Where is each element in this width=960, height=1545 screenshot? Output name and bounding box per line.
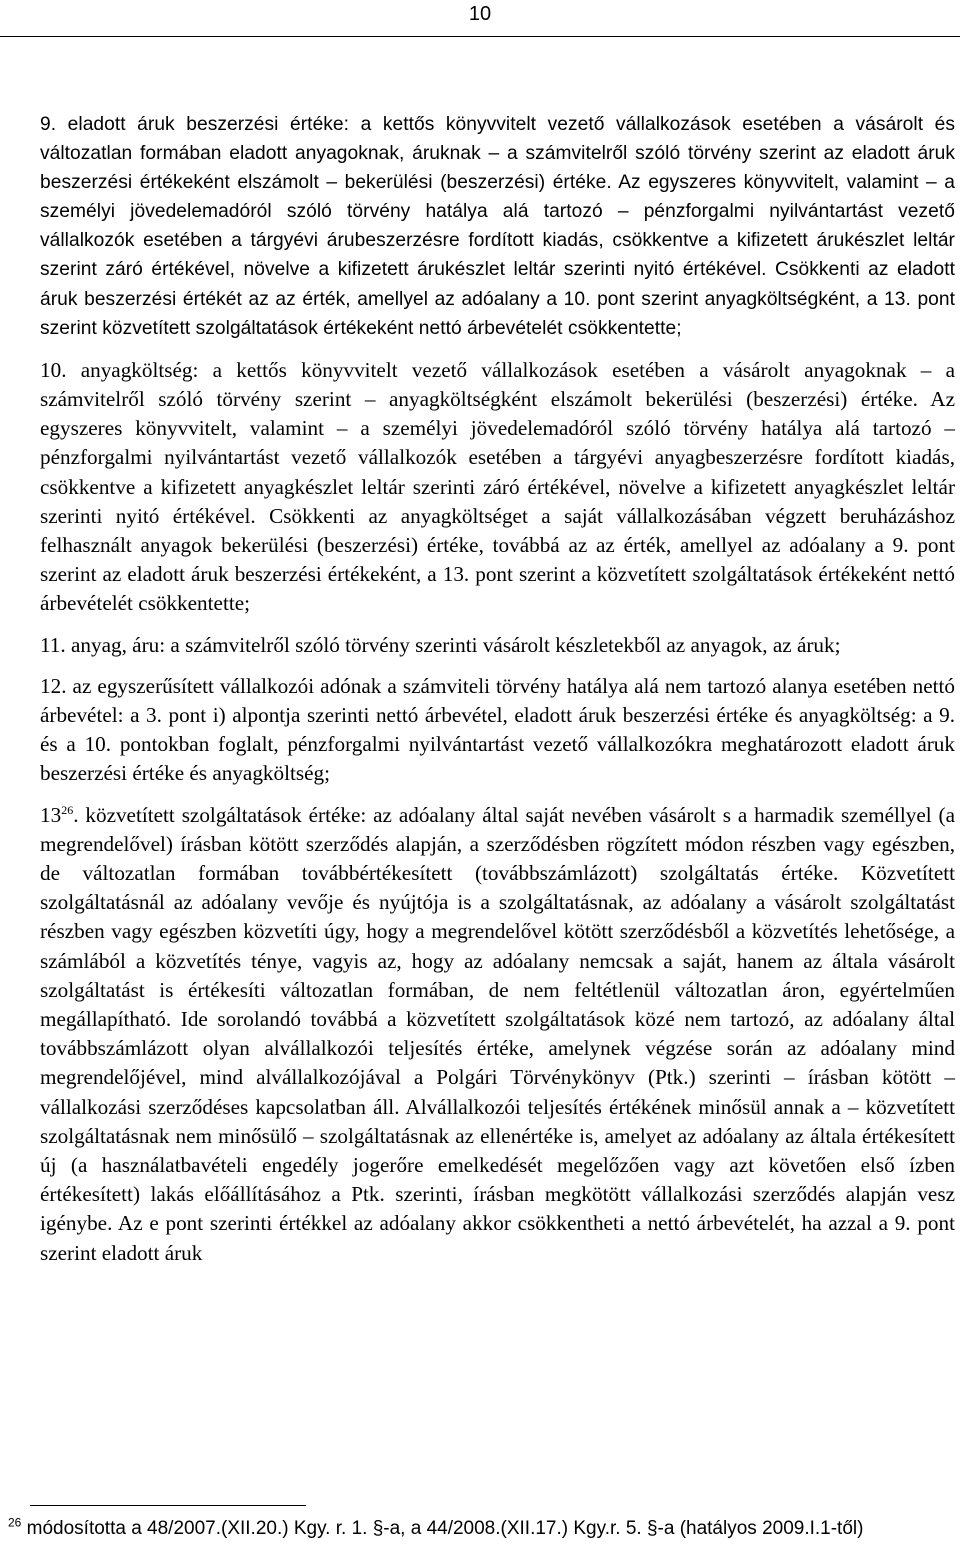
footnote-reference[interactable]: 26 xyxy=(61,802,74,817)
paragraph-9-intro: 9. eladott áruk beszerzési értéke: a kettős könyvvitelt vezető vállalkozások esetében a vásárolt és változatlan formában eladott anyagoknak, áruknak – a számvitelről szóló törvény szerint az eladott áruk beszerzési értékeként elszámolt – bekerülési (beszerzési) értéke. xyxy=(40,114,955,194)
page-number: 10 xyxy=(468,3,492,25)
paragraph-9-body: Az egyszeres könyvvitelt, valamint – a személyi jövedelemadóról szóló törvény hatálya alá tartozó – pénzforgalmi nyilvántartást vezető vállalkozók esetében a tárgyévi árubeszerzésre fordított kiadás, csökkentve a kifizetett árukészlet leltár szerint záró értékével, növelve a kifizetett árukészlet leltár szerinti nyitó értékével. Csökkenti az eladott áruk beszerzési értékét az az érték, amellyel az adóalany a 10. pont szerint anyagköltségként, a 13. pont szerint közvetített szolgáltatások értékeként nettó árbevételét csökkentette; xyxy=(40,172,955,339)
document-body xyxy=(40,110,955,1268)
paragraph-9 xyxy=(40,110,955,343)
footnote-text: módosította a 48/2007.(XII.20.) Kgy. r. 1. §-a, a 44/2008.(XII.17.) Kgy.r. 5. §-a (hatályos 2009.I.1-től) xyxy=(21,1518,864,1539)
header-rule xyxy=(0,36,960,37)
paragraph-11: 11. anyag, áru: a számvitelről szóló törvény szerinti vásárolt készletekből az anyagok, az áruk; xyxy=(40,632,841,657)
paragraph-13-number: 13 xyxy=(40,802,62,827)
paragraph-13-text: . közvetített szolgáltatások értéke: az adóalany által saját nevében vásárolt s a harmadik személlyel (a megrendelővel) írásban kötött szerződés alapján, a szerződésben rögzített módon részben vagy egészben, de változatlan formában továbbértékesített (továbbszámlázott) szolgáltatás értéke. Közvetített szolgáltatásnál az adóalany vevője és nyújtója is a szolgáltatásnak, az adóalany a vásárolt szolgáltatást részben vagy egészben közvetíti úgy, hogy a megrendelővel kötött szerződésből a közvetítés lehetősége, a számlából a közvetítés ténye, vagyis az, hogy az adóalany nemcsak a saját, hanem az általa vásárolt szolgáltatást is értékesíti változatlan formában, de nem feltétlenül változatlan áron, egyértelműen megállapítható. Ide sorolandó továbbá a közvetített szolgáltatások közé nem tartozó, az adóalany által továbbszámlázott olyan alvállalkozói teljesítés értéke, amelynek végzése során az adóalany mind megrendelőjével, mind alvállalkozójával a Polgári Törvénykönyv (Ptk.) szerinti – írásban kötött – vállalkozási szerződéses kapcsolatban áll. Alvállalkozói teljesítés értékének minősül annak a – közvetített szolgáltatásnak nem minősülő – szolgáltatásnak az ellenértéke is, amelyet az adóalany az általa értékesített új (a használatbavételi engedély jogerőre emelkedését megelőzően vagy azt követően első ízben értékesített) lakás előállításához a Ptk. szerinti, írásban megkötött vállalkozási szerződés alapján vesz igénybe. Az e pont szerinti értékkel az adóalany akkor csökkentheti a nettó árbevételét, ha azzal a 9. pont szerint eladott áruk xyxy=(40,802,955,1265)
footnote-marker: 26 xyxy=(8,1515,22,1530)
footnote xyxy=(8,1516,958,1542)
paragraph-10: 10. anyagköltség: a kettős könyvvitelt vezető vállalkozások esetében a vásárolt anyagoknak – a számvitelről szóló törvény szerint – anyagköltségként elszámolt bekerülési (beszerzési) értéke. Az egyszeres könyvvitelt, valamint – a személyi jövedelemadóról szóló törvény hatálya alá tartozó – pénzforgalmi nyilvántartást vezető vállalkozók esetében a tárgyévi anyagbeszerzésre fordított kiadás, csökkentve a kifizetett anyagkészlet leltár szerinti záró értékével, növelve a kifizetett anyagkészlet leltár szerinti nyitó értékével. Csökkenti az anyagköltséget a saját vállalkozásában végzett beruházáshoz felhasznált anyagok bekerülési (beszerzési) értéke, továbbá az az érték, amellyel az adóalany a 9. pont szerint az eladott áruk beszerzési értékeként, a 13. pont szerint a közvetített szolgáltatások értékeként nettó árbevételét csökkentette; xyxy=(40,357,955,616)
footnote-rule xyxy=(30,1505,306,1506)
paragraph-12: 12. az egyszerűsített vállalkozói adónak a számviteli törvény hatálya alá nem tartozó alanya esetében nettó árbevétel: a 3. pont i) alpontja szerinti nettó árbevétel, eladott áruk beszerzési értéke és anyagköltség: a 9. és a 10. pontokban foglalt, pénzforgalmi nyilvántartást vezető vállalkozókra meghatározott eladott áruk beszerzési értéke és anyagköltség; xyxy=(40,673,955,786)
paragraph-13 xyxy=(40,801,955,1268)
